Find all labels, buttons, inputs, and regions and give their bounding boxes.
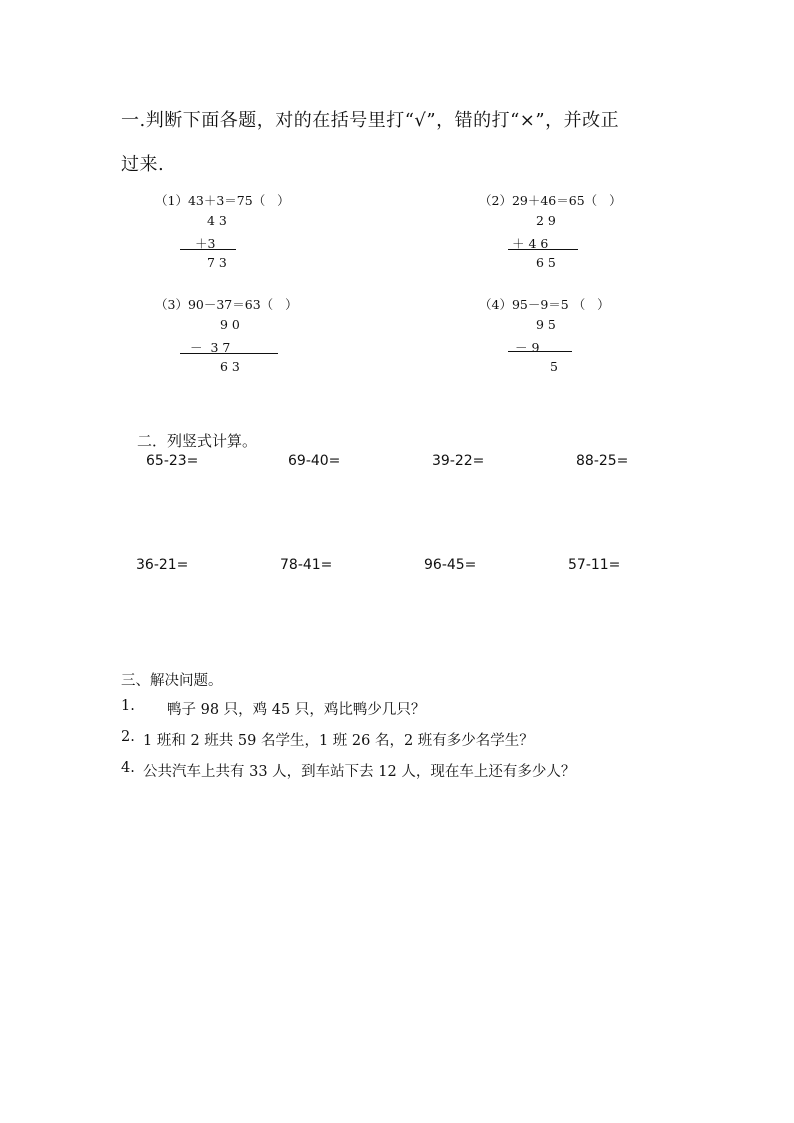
section2-title: 二．列竖式计算。 (137, 432, 258, 450)
problem-header: （3）90－37＝63（ ） (155, 297, 298, 312)
vertical-result: 5 (550, 359, 558, 374)
vertical-rule (508, 249, 578, 250)
calc-item: 65-23= (146, 453, 199, 469)
vertical-operator-number: ＋3 (195, 236, 216, 251)
vertical-rule (180, 353, 278, 354)
vertical-result: 7 3 (207, 255, 227, 270)
calc-item: 39-22= (432, 453, 485, 469)
problem-header: （4）95－9＝5 （ ） (479, 297, 610, 312)
calc-item: 88-25= (576, 453, 629, 469)
section1-title-line1: 一.判断下面各题，对的在括号里打“√”，错的打“×”，并改正 (121, 110, 620, 131)
vertical-result: 6 5 (536, 255, 556, 270)
problem-header: （1）43＋3＝75（ ） (155, 193, 290, 208)
calc-item: 36-21= (136, 557, 189, 573)
vertical-top-number: 9 0 (220, 317, 240, 332)
section1-title-line2: 过来. (121, 154, 165, 175)
vertical-rule (180, 249, 236, 250)
section3-title: 三、解决问题。 (121, 673, 223, 689)
question-text: 鸭子 98 只，鸡 45 只，鸡比鸭少几只？ (167, 702, 426, 718)
calc-item: 96-45= (424, 557, 477, 573)
calc-item: 57-11= (568, 557, 621, 573)
vertical-top-number: 4 3 (207, 213, 227, 228)
vertical-operator-number: － 3 7 (190, 340, 231, 355)
vertical-operator-number: － 9 (515, 340, 540, 355)
question-text: 公共汽车上共有 33 人，到车站下去 12 人，现在车上还有多少人？ (143, 764, 576, 780)
calc-item: 69-40= (288, 453, 341, 469)
question-text: 1 班和 2 班共 59 名学生，1 班 26 名，2 班有多少名学生？ (143, 733, 534, 749)
vertical-operator-number: ＋ 4 6 (512, 236, 549, 251)
vertical-rule (508, 351, 572, 352)
calc-item: 78-41= (280, 557, 333, 573)
vertical-top-number: 9 5 (536, 317, 556, 332)
question-number: 1. (121, 698, 135, 714)
problem-header: （2）29＋46＝65（ ） (479, 193, 622, 208)
vertical-top-number: 2 9 (536, 213, 556, 228)
question-number: 4. (121, 760, 135, 776)
vertical-result: 6 3 (220, 359, 240, 374)
question-number: 2. (121, 729, 135, 745)
